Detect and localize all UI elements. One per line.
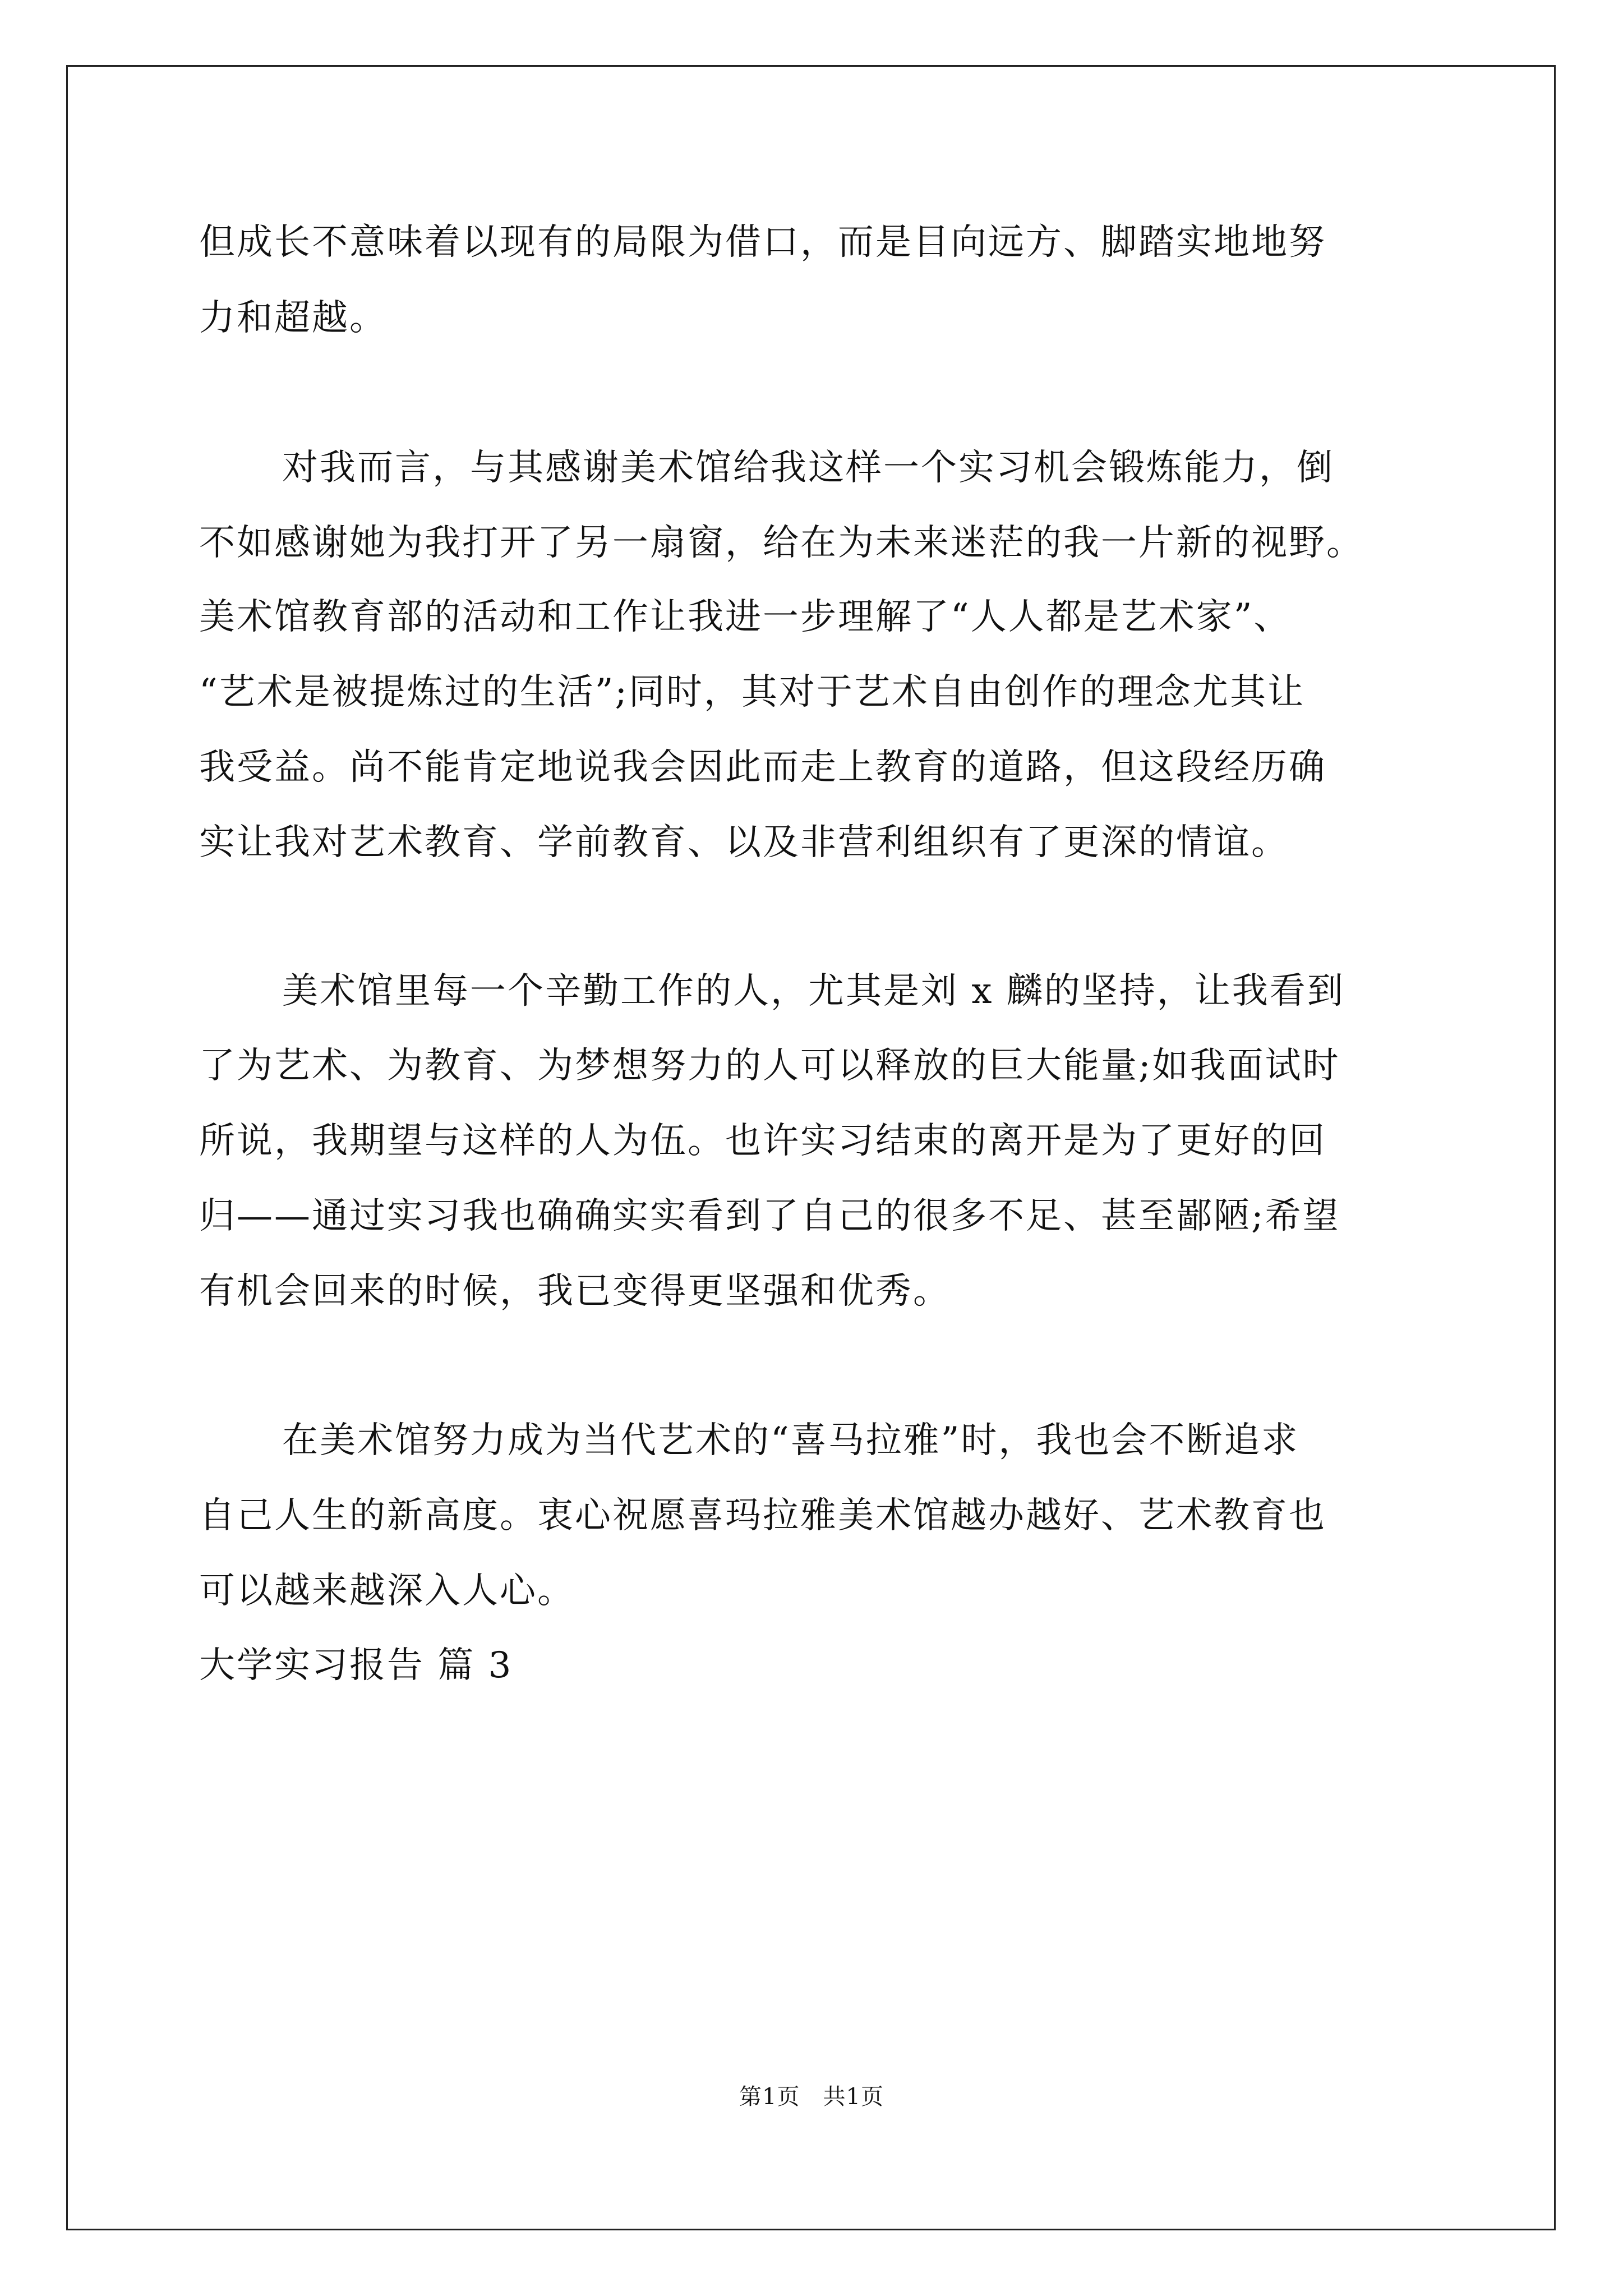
- text-line: 美术馆教育部的活动和工作让我进一步理解了“人人都是艺术家”、: [199, 596, 1292, 638]
- text-line: 有机会回来的时候，我已变得更坚强和优秀。: [199, 1271, 951, 1312]
- text-line: 对我而言，与其感谢美术馆给我这样一个实习机会锻炼能力，倒: [282, 447, 1334, 489]
- text-line: 不如感谢她为我打开了另一扇窗，给在为未来迷茫的我一片新的视野。: [199, 522, 1364, 564]
- text-line: 自己人生的新高度。衷心祝愿喜玛拉雅美术馆越办越好、艺术教育也: [199, 1495, 1326, 1536]
- text-line: “艺术是被提炼过的生活”;同时，其对于艺术自由创作的理念尤其让: [199, 671, 1305, 713]
- text-line: 归——通过实习我也确确实实看到了自己的很多不足、甚至鄙陋;希望: [199, 1195, 1340, 1237]
- text-line: 但成长不意味着以现有的局限为借口，而是目向远方、脚踏实地地努: [199, 222, 1326, 263]
- section-heading: 大学实习报告 篇 3: [199, 1645, 513, 1686]
- text-line: 所说，我期望与这样的人为伍。也许实习结束的离开是为了更好的回: [199, 1120, 1326, 1162]
- page-footer: 第1页 共1页: [739, 2084, 884, 2110]
- text-line: 可以越来越深入人心。: [199, 1570, 575, 1612]
- text-line: 实让我对艺术教育、学前教育、以及非营利组织有了更深的情谊。: [199, 822, 1289, 863]
- text-line: 我受益。尚不能肯定地说我会因此而走上教育的道路，但这段经历确: [199, 747, 1326, 788]
- text-line: 美术馆里每一个辛勤工作的人，尤其是刘 x 麟的坚持，让我看到: [282, 970, 1345, 1012]
- text-line: 在美术馆努力成为当代艺术的“喜马拉雅”时，我也会不断追求: [282, 1420, 1299, 1461]
- text-line: 了为艺术、为教育、为梦想努力的人可以释放的巨大能量;如我面试时: [199, 1045, 1340, 1087]
- text-line: 力和超越。: [199, 297, 387, 339]
